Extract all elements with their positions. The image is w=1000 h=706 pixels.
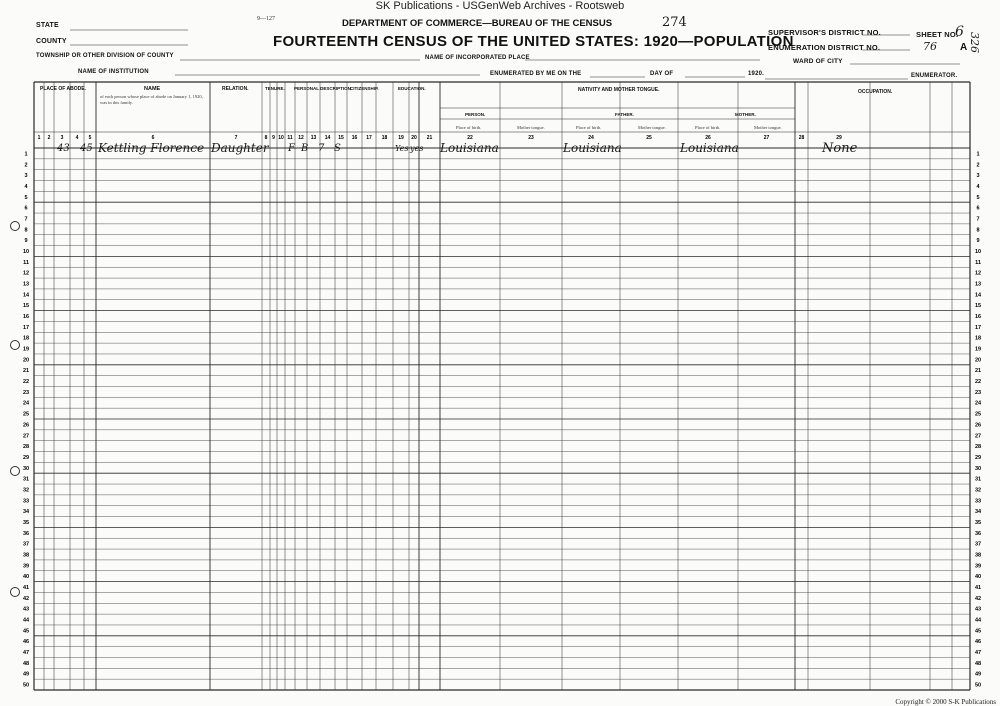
row-number-left: 23 <box>22 389 30 396</box>
row-number-right: 46 <box>974 639 982 646</box>
form-number: 9—127 <box>257 16 275 22</box>
row-number-right: 13 <box>974 281 982 288</box>
row-number-left: 27 <box>22 433 30 440</box>
row-number-right: 47 <box>974 650 982 657</box>
row-number-right: 2 <box>976 162 980 169</box>
row-number-right: 24 <box>974 400 982 407</box>
day-of-label: DAY OF <box>650 71 674 77</box>
row-number-left: 28 <box>22 444 30 451</box>
row-number-right: 29 <box>974 454 982 461</box>
state-label: STATE <box>36 22 59 29</box>
entry-sex: F <box>288 143 295 154</box>
header-tongue-mother: Mother tongue. <box>754 125 782 130</box>
row-number-left: 40 <box>22 574 30 581</box>
column-number: 9 <box>272 135 275 141</box>
row-number-right: 4 <box>976 183 980 190</box>
row-number-left: 25 <box>22 411 30 418</box>
row-number-right: 5 <box>976 194 980 201</box>
row-number-left: 34 <box>22 509 30 516</box>
year-label: 1920. <box>748 71 765 77</box>
row-number-right: 37 <box>974 541 982 548</box>
row-number-right: 45 <box>974 628 982 635</box>
row-number-left: 10 <box>22 248 30 255</box>
row-number-left: 44 <box>22 617 30 624</box>
enumerated-label: ENUMERATED BY ME ON THE <box>490 71 582 77</box>
column-number: 20 <box>411 135 417 141</box>
row-number-left: 46 <box>22 639 30 646</box>
row-number-left: 32 <box>22 487 30 494</box>
row-number-left: 2 <box>24 162 28 169</box>
row-number-right: 3 <box>976 173 980 180</box>
row-number-right: 49 <box>974 671 982 678</box>
row-number-left: 33 <box>22 498 30 505</box>
row-number-right: 32 <box>974 487 982 494</box>
department-title: DEPARTMENT OF COMMERCE—BUREAU OF THE CENSUS <box>342 18 613 29</box>
row-number-right: 41 <box>974 585 982 592</box>
row-number-right: 9 <box>976 238 980 245</box>
page-title: FOURTEENTH CENSUS OF THE UNITED STATES: 1920—POPULATION <box>273 33 794 50</box>
column-number: 4 <box>75 135 79 141</box>
row-number-left: 35 <box>22 519 30 526</box>
institution-label: NAME OF INSTITUTION <box>78 69 149 75</box>
row-number-left: 17 <box>22 324 30 331</box>
county-label: COUNTY <box>36 38 67 45</box>
watermark-top: SK Publications - USGenWeb Archives - Rootsweb <box>375 0 625 12</box>
row-number-right: 28 <box>974 444 982 451</box>
header-pob-mother: Place of birth. <box>695 125 721 130</box>
incorporated-place-label: NAME OF INCORPORATED PLACE <box>425 55 530 61</box>
column-number: 11 <box>287 135 293 141</box>
row-number-left: 1 <box>24 151 28 158</box>
row-number-right: 14 <box>974 292 982 299</box>
row-number-right: 20 <box>974 357 982 364</box>
row-number-right: 44 <box>974 617 982 624</box>
binding-hole-1 <box>10 221 20 231</box>
enumerator-label: ENUMERATOR. <box>911 73 958 79</box>
row-number-left: 13 <box>22 281 30 288</box>
row-number-left: 49 <box>22 671 30 678</box>
row-number-right: 7 <box>976 216 980 223</box>
row-number-left: 30 <box>22 465 30 472</box>
entry-age: 7 <box>318 143 325 154</box>
side-note: 326 <box>968 32 981 53</box>
entry-mother-birthplace: Louisiana <box>680 141 739 155</box>
enumeration-district-label: ENUMERATION DISTRICT NO. <box>768 43 881 52</box>
column-number: 3 <box>60 135 64 141</box>
header-education: EDUCATION. <box>398 86 426 91</box>
header-tongue-father: Mother tongue. <box>638 125 666 130</box>
header-pob-father: Place of birth. <box>576 125 602 130</box>
row-number-left: 41 <box>22 585 30 592</box>
entry-family-number: 45 <box>80 143 93 154</box>
row-number-left: 31 <box>22 476 30 483</box>
row-number-right: 12 <box>974 270 982 277</box>
row-number-left: 7 <box>24 216 28 223</box>
sheet-no-label: SHEET NO. <box>916 30 959 39</box>
column-number: 24 <box>588 135 594 141</box>
row-number-left: 24 <box>22 400 30 407</box>
row-number-left: 39 <box>22 563 30 570</box>
row-number-left: 50 <box>22 682 30 689</box>
row-number-right: 18 <box>974 335 982 342</box>
column-number: 18 <box>381 135 388 141</box>
row-number-left: 47 <box>22 650 30 657</box>
header-relation: RELATION. <box>222 86 249 92</box>
header-nativity: NATIVITY AND MOTHER TONGUE. <box>578 87 660 93</box>
row-number-left: 14 <box>22 292 30 299</box>
header-name-instructions: of each person whose place of abode on January 1, 1920, was in this family. <box>100 94 203 105</box>
column-number: 16 <box>351 135 358 141</box>
row-number-left: 6 <box>24 205 28 212</box>
township-label: TOWNSHIP OR OTHER DIVISION OF COUNTY <box>36 53 174 59</box>
row-number-left: 15 <box>22 303 30 310</box>
row-number-left: 22 <box>22 379 30 386</box>
column-number: 26 <box>705 135 711 141</box>
enumeration-district-value: 76 <box>923 40 937 53</box>
entry-race: B <box>301 143 309 154</box>
row-number-right: 39 <box>974 563 982 570</box>
column-number: 29 <box>836 135 842 141</box>
row-number-right: 34 <box>974 509 982 516</box>
row-number-left: 43 <box>22 606 30 613</box>
row-number-right: 21 <box>974 368 982 375</box>
header-person: PERSON. <box>465 112 486 117</box>
row-number-right: 11 <box>975 259 981 266</box>
entry-dwelling-number: 43 <box>57 143 70 154</box>
row-number-right: 17 <box>974 324 982 331</box>
header-pob-person: Place of birth. <box>456 125 482 130</box>
column-number: 13 <box>310 135 317 141</box>
header-father: FATHER. <box>615 112 634 117</box>
row-number-left: 38 <box>22 552 30 559</box>
sheet-no-value: 6 <box>955 24 964 40</box>
row-number-left: 29 <box>22 454 30 461</box>
row-number-left: 48 <box>22 660 30 667</box>
row-number-left: 37 <box>22 541 30 548</box>
column-number: 22 <box>467 135 473 141</box>
row-number-right: 48 <box>974 660 982 667</box>
row-number-left: 9 <box>24 238 28 245</box>
column-number: 23 <box>528 135 534 141</box>
entry-birthplace: Louisiana <box>440 141 499 155</box>
row-number-right: 22 <box>974 379 982 386</box>
row-number-right: 35 <box>974 519 982 526</box>
column-number: 7 <box>234 135 238 141</box>
column-number: 10 <box>278 135 284 141</box>
column-number: 19 <box>398 135 404 141</box>
row-number-right: 33 <box>974 498 982 505</box>
column-number: 2 <box>47 135 51 141</box>
column-number: 12 <box>298 135 304 141</box>
row-number-right: 38 <box>974 552 982 559</box>
row-number-right: 23 <box>974 389 982 396</box>
column-number: 5 <box>88 135 92 141</box>
row-number-right: 8 <box>976 227 980 234</box>
row-number-right: 16 <box>974 314 982 321</box>
row-number-left: 26 <box>22 422 30 429</box>
row-number-left: 36 <box>22 530 30 537</box>
row-number-right: 26 <box>974 422 982 429</box>
supervisor-district-label: SUPERVISOR'S DISTRICT NO. <box>768 28 881 37</box>
entry-occupation: None <box>822 141 858 156</box>
column-number: 14 <box>324 135 331 141</box>
header-occupation: OCCUPATION. <box>858 89 893 95</box>
column-number: 25 <box>646 135 652 141</box>
entry-name: Kettling Florence <box>98 141 205 155</box>
header-mother: MOTHER. <box>735 112 756 117</box>
header-name: NAME <box>144 86 161 92</box>
entry-marital: S <box>334 143 341 154</box>
row-number-left: 5 <box>24 194 28 201</box>
row-number-right: 19 <box>974 346 982 353</box>
row-number-left: 4 <box>24 183 28 190</box>
header-place-of-abode: PLACE OF ABODE. <box>40 86 86 92</box>
binding-hole-3 <box>10 466 20 476</box>
header-tenure: TENURE. <box>265 86 285 91</box>
header-personal-description: PERSONAL DESCRIPTION. <box>294 86 353 91</box>
row-number-left: 18 <box>22 335 30 342</box>
binding-hole-2 <box>10 340 20 350</box>
row-number-left: 20 <box>22 357 30 364</box>
row-number-left: 42 <box>22 595 30 602</box>
column-number: 1 <box>37 135 41 141</box>
row-number-right: 40 <box>974 574 982 581</box>
row-number-right: 42 <box>974 595 982 602</box>
row-number-left: 11 <box>23 259 29 266</box>
row-number-right: 27 <box>974 433 982 440</box>
row-number-right: 36 <box>974 530 982 537</box>
row-number-right: 31 <box>974 476 982 483</box>
column-number: 15 <box>338 135 344 141</box>
row-number-right: 15 <box>974 303 982 310</box>
row-number-right: 10 <box>974 248 982 255</box>
sheet-letter: A <box>960 42 968 53</box>
header-tongue-person: Mother tongue. <box>517 125 545 130</box>
watermark-bottom: Copyright © 2000 S-K Publications <box>895 698 996 706</box>
row-number-right: 50 <box>974 682 982 689</box>
column-number: 27 <box>763 135 770 141</box>
binding-hole-4 <box>10 587 20 597</box>
ward-label: WARD OF CITY <box>793 58 843 65</box>
column-number: 6 <box>151 135 155 141</box>
column-number: 28 <box>798 135 805 141</box>
entry-read-write: yes <box>410 144 424 153</box>
entry-relation: Daughter <box>211 141 269 155</box>
column-number: 17 <box>366 135 372 141</box>
row-number-left: 19 <box>22 346 30 353</box>
row-number-right: 30 <box>974 465 982 472</box>
row-number-right: 6 <box>976 205 980 212</box>
column-number: 8 <box>264 135 268 141</box>
stamp-number: 274 <box>662 15 687 30</box>
entry-father-birthplace: Louisiana <box>563 141 622 155</box>
row-number-left: 12 <box>22 270 30 277</box>
row-number-left: 3 <box>24 173 28 180</box>
row-number-right: 1 <box>976 151 980 158</box>
row-number-left: 21 <box>22 368 30 375</box>
row-number-left: 8 <box>24 227 28 234</box>
row-number-left: 45 <box>22 628 30 635</box>
row-number-right: 43 <box>974 606 982 613</box>
entry-school: Yes <box>395 144 409 153</box>
header-citizenship: CITIZENSHIP. <box>350 86 379 91</box>
column-number: 21 <box>426 135 433 141</box>
row-number-left: 16 <box>22 314 30 321</box>
row-number-right: 25 <box>974 411 982 418</box>
